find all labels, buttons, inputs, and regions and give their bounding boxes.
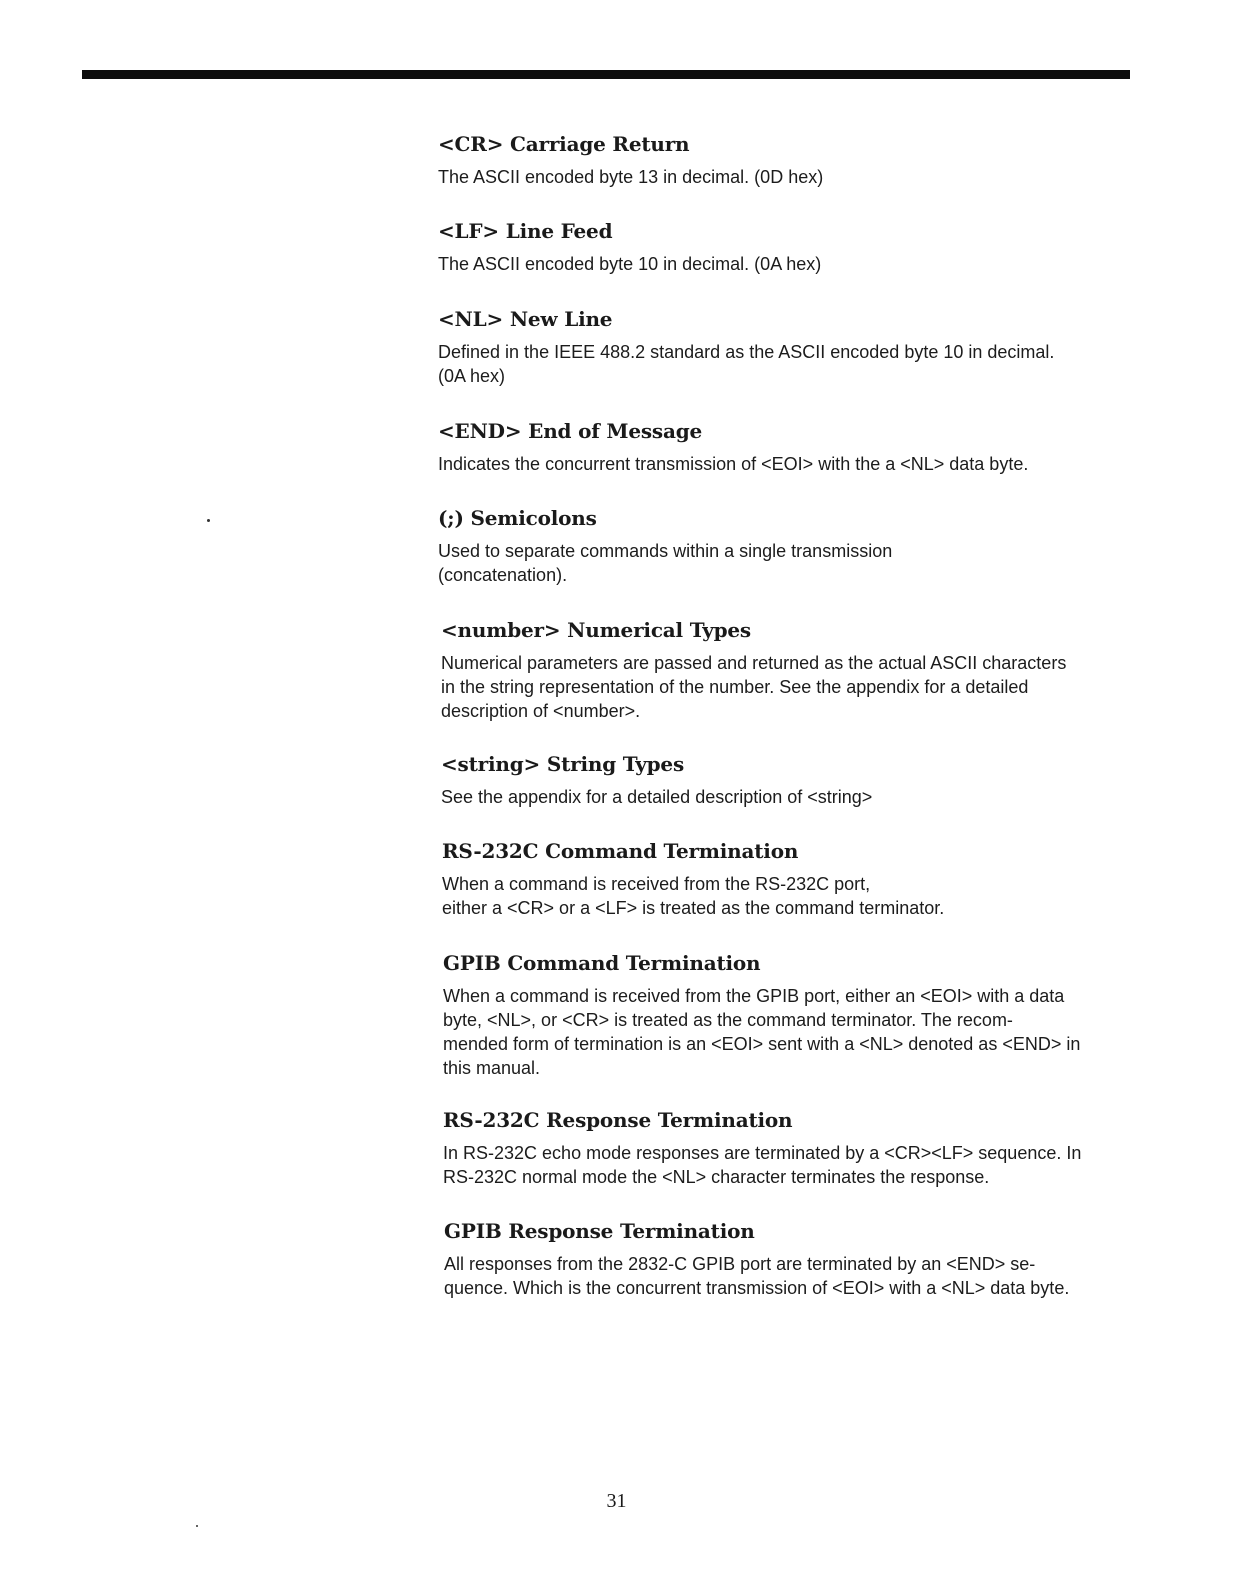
body-line: See the appendix for a detailed description of <string>	[441, 787, 873, 807]
section-body	[444, 1252, 1164, 1300]
top-rule	[82, 70, 1130, 79]
section-heading: <END> End of Message	[438, 419, 703, 443]
section-heading: RS-232C Command Termination	[442, 839, 799, 863]
section-numerical-types	[441, 617, 1161, 723]
body-line: RS-232C normal mode the <NL> character terminates the response.	[443, 1167, 990, 1187]
body-line: byte, <NL>, or <CR> is treated as the command terminator. The recom-	[443, 1010, 1013, 1030]
section-heading: GPIB Response Termination	[444, 1219, 755, 1243]
section-heading: GPIB Command Termination	[443, 951, 761, 975]
body-line: Defined in the IEEE 488.2 standard as the ASCII encoded byte 10 in decimal.	[438, 342, 1055, 362]
body-line: (0A hex)	[438, 366, 506, 386]
section-heading: <number> Numerical Types	[441, 618, 751, 642]
section-gpib-command-termination	[443, 950, 1163, 1080]
body-line: When a command is received from the GPIB port, either an <EOI> with a data	[443, 986, 1065, 1006]
body-line: The ASCII encoded byte 10 in decimal. (0A hex)	[438, 254, 822, 274]
body-line: Used to separate commands within a single transmission	[438, 541, 893, 561]
body-line: description of <number>.	[441, 701, 641, 721]
section-body	[443, 1141, 1163, 1189]
section-heading: <NL> New Line	[438, 307, 613, 331]
body-line: (concatenation).	[438, 565, 568, 585]
section-body	[438, 340, 1158, 388]
page-number: 31	[606, 1490, 627, 1512]
section-heading: <string> String Types	[441, 752, 685, 776]
section-body	[443, 984, 1163, 1080]
section-line-feed	[438, 218, 1158, 276]
section-heading: <LF> Line Feed	[438, 219, 613, 243]
body-line: When a command is received from the RS-232C port,	[442, 874, 871, 894]
section-heading: <CR> Carriage Return	[438, 132, 690, 156]
body-line: Numerical parameters are passed and returned as the actual ASCII characters	[441, 653, 1067, 673]
section-body	[441, 785, 1161, 809]
section-body	[438, 252, 1158, 276]
section-heading: (;) Semicolons	[438, 506, 597, 530]
scan-speck	[196, 1525, 198, 1527]
section-rs232c-command-termination	[442, 838, 1162, 920]
section-string-types	[441, 751, 1161, 809]
section-semicolons	[438, 505, 1158, 587]
section-rs232c-response-termination	[443, 1107, 1163, 1189]
body-line: In RS-232C echo mode responses are terminated by a <CR><LF> sequence. In	[443, 1143, 1082, 1163]
section-new-line	[438, 306, 1158, 388]
body-line: this manual.	[443, 1058, 541, 1078]
section-body	[441, 651, 1161, 723]
body-line: The ASCII encoded byte 13 in decimal. (0D hex)	[438, 167, 824, 187]
body-line: quence. Which is the concurrent transmission of <EOI> with a <NL> data byte.	[444, 1278, 1070, 1298]
section-body	[438, 452, 1158, 476]
section-carriage-return	[438, 131, 1158, 189]
body-line: either a <CR> or a <LF> is treated as the command terminator.	[442, 898, 945, 918]
section-body	[442, 872, 1162, 920]
section-heading: RS-232C Response Termination	[443, 1108, 793, 1132]
body-line: Indicates the concurrent transmission of <EOI> with the a <NL> data byte.	[438, 454, 1029, 474]
body-line: All responses from the 2832-C GPIB port are terminated by an <END> se-	[444, 1254, 1036, 1274]
section-body	[438, 539, 1158, 587]
section-body	[438, 165, 1158, 189]
body-line: mended form of termination is an <EOI> sent with a <NL> denoted as <END> in	[443, 1034, 1081, 1054]
section-gpib-response-termination	[444, 1218, 1164, 1300]
scan-speck	[207, 519, 210, 522]
section-end-of-message	[438, 418, 1158, 476]
body-line: in the string representation of the number. See the appendix for a detailed	[441, 677, 1029, 697]
